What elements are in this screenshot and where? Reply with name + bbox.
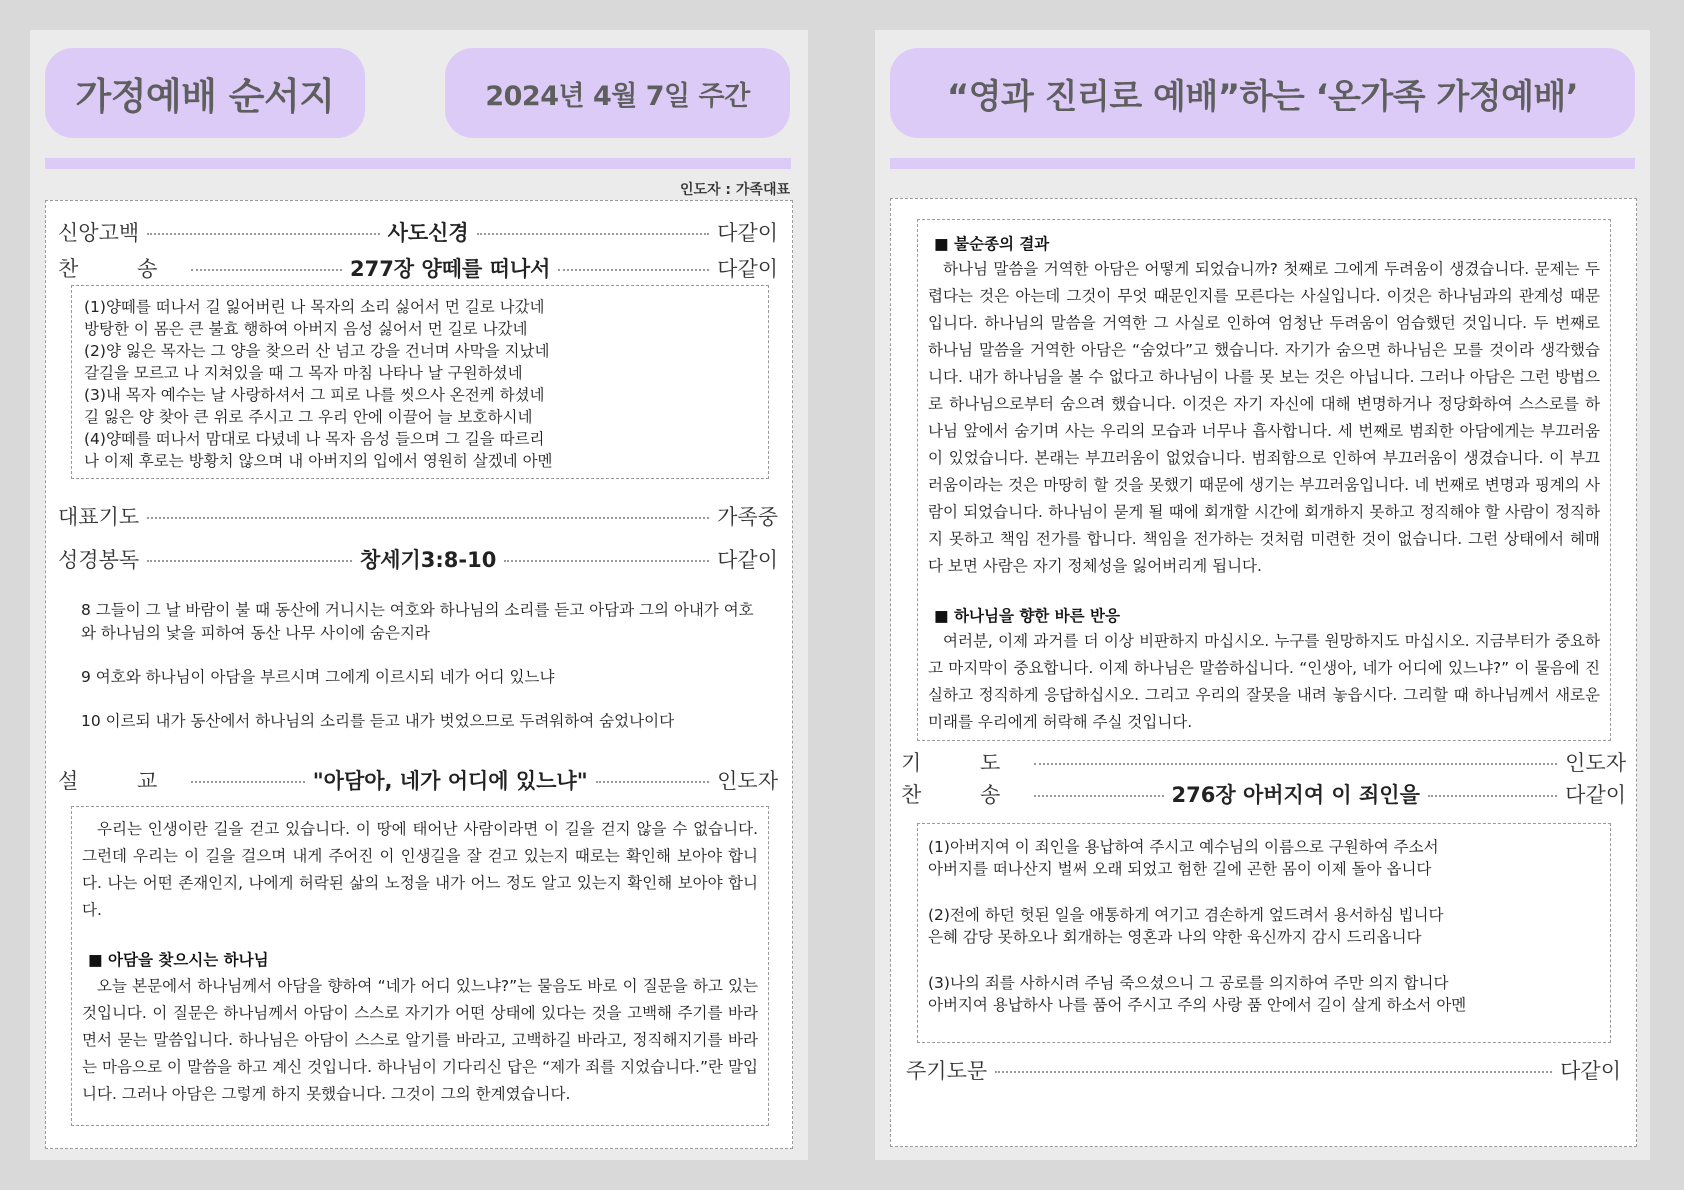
hymn-participants: 다같이 (717, 257, 779, 281)
scripture-text (81, 599, 762, 733)
sermon-intro: 우리는 인생이란 길을 걷고 있습니다. 이 땅에 태어난 사람이라면 이 길을 걷지 않을 수 없습니다. 그런데 우리는 이 길을 걸으며 내게 주어진 이 인생길을 잘 걷고 있는지 때로는 확인해 보아야 합니다. 나는 어떤 존재인지, 나에게 허락된 삶의 노정을 내가 어느 정도 알고 있는지 확인해 보아야 합니다. (82, 820, 758, 919)
closing-hymn-participants: 다같이 (1565, 783, 1627, 807)
hymn-row (58, 253, 778, 283)
closing-hymn-lyrics-box (917, 823, 1611, 1043)
closing-prayer-label: 기 도 (901, 751, 1027, 775)
right-divider-bar (890, 158, 1635, 169)
left-divider-bar (45, 158, 791, 169)
confession-row (58, 217, 778, 247)
section2-body: 여러분, 이제 과거를 더 이상 비판하지 마십시오. 누구를 원망하지도 마십시오. 지금부터가 중요하고 마지막이 중요합니다. 이제 하나님은 말씀하십니다. “인생아, 네가 어디에 있느냐?” 이 물음에 진실하고 정직하게 응답하십시오. 그리고 우리의 잘못을 내려 놓읍시다. 그리할 때 하나님께서 새로운 미래를 우리에게 허락해 주실 것입니다. (928, 632, 1600, 731)
left-card (45, 200, 793, 1149)
confession-label: 신앙고백 (58, 221, 140, 245)
lyric-line: (3)나의 죄를 사하시려 주님 죽으셨으니 그 공로를 의지하여 주만 의지 합니다 (928, 974, 1449, 992)
leader-label: 인도자 : 가족대표 (679, 182, 790, 198)
lyric-line: (2)전에 하던 헛된 일을 애통하게 여기고 겸손하게 엎드려서 용서하심 빕니다 (928, 906, 1444, 924)
hymn-label: 찬 송 (58, 257, 184, 281)
lyric-line: (2)양 잃은 목자는 그 양을 찾으러 산 넘고 강을 건너며 사막을 지났네 (84, 342, 550, 360)
hymn-lyrics-box (71, 285, 769, 479)
prayer-label: 대표기도 (58, 505, 140, 529)
closing-prayer-leader: 인도자 (1565, 751, 1626, 775)
sermon-title: "아담아, 네가 어디에 있느냐" (312, 769, 588, 793)
worship-title: 가정예배 순서지 (45, 48, 365, 138)
hymn-title: 277장 양떼를 떠나서 (349, 257, 551, 281)
prayer-participants: 가족중 (717, 505, 778, 529)
sermon-row (58, 765, 778, 795)
lyric-line: 나 이제 후로는 방황치 않으며 내 아버지의 입에서 영원히 살겠네 아멘 (84, 452, 553, 470)
right-page (875, 30, 1650, 1160)
lyric-line: 아버지여 용납하사 나를 품어 주시고 주의 사랑 품 안에서 길이 살게 하소서 아멘 (928, 996, 1467, 1014)
sermon-continued-box (917, 219, 1611, 741)
verse: 10 이르되 내가 동산에서 하나님의 소리를 듣고 내가 벗었으므로 두려워하여 숨었나이다 (81, 712, 675, 730)
section1-body: 하나님 말씀을 거역한 아담은 어떻게 되었습니까? 첫째로 그에게 두려움이 생겼습니다. 문제는 두렵다는 것은 아는데 그것이 무엇 때문인지를 모른다는 사실입니다. 이것은 하나님과의 관계성 때문입니다. 하나님의 말씀을 거역한 그 사실로 인하여 엄청난 두려움이 엄습했던 것입니다. 두 번째로 하나님 말씀을 거역한 아담은 “숨었다”고 했습니다. 자기가 숨으면 하나님은 모를 것이라 생각했습니다. 내가 하나님을 볼 수 없다고 하나님이 나를 못 보는 것은 아닙니다. 그러나 아담은 그런 방법으로 하나님으로부터 숨으려 했습니다. 이것은 자기 자신에 대해 변명하거나 정당화하여 스스로를 하나님 앞에서 숨기며 사는 우리의 모습과 너무나 흡사합니다. 세 번째로 범죄한 아담에게는 부끄러움이 있었습니다. 본래는 부끄러움이 없었습니다. 범죄함으로 인하여 부끄러움이 생겼습니다. 이 부끄러움이라는 것은 마땅히 할 것을 못했기 때문에 생기는 부끄러움입니다. 네 번째로 변명과 핑계의 사람이 되었습니다. 하나님이 묻게 될 때에 회개할 시간에 회개하지 못하고 정직해야 할 사람이 정직하지 못하고 책임 전가를 합니다. 책임을 전가하는 것처럼 미련한 것이 없습니다. 그런 상태에서 헤매다 보면 사람은 자기 정체성을 잃어버리게 됩니다. (928, 260, 1600, 575)
closing-prayer-row (901, 747, 1626, 777)
closing-hymn-title: 276장 아버지여 이 죄인을 (1171, 783, 1420, 807)
confession-title: 사도신경 (387, 221, 469, 245)
left-page (30, 30, 808, 1160)
lyric-line: 길 잃은 양 찾아 큰 위로 주시고 그 우리 안에 이끌어 늘 보호하시네 (84, 408, 533, 426)
reading-title: 창세기3:8-10 (359, 548, 497, 572)
lyric-line: (3)내 목자 예수는 날 사랑하셔서 그 피로 나를 씻으사 온전케 하셨네 (84, 386, 545, 404)
prayer-row (58, 501, 778, 531)
reading-participants: 다같이 (717, 548, 778, 572)
sermon-box (71, 806, 769, 1126)
lyric-line: 아버지를 떠나산지 벌써 오래 되었고 험한 길에 곤한 몸이 이제 돌아 옵니다 (928, 860, 1432, 878)
closing-hymn-row (901, 779, 1626, 809)
lords-prayer-label: 주기도문 (906, 1059, 988, 1083)
lords-prayer-participants: 다같이 (1560, 1059, 1621, 1083)
lyric-line: 갈길을 모르고 나 지쳐있을 때 그 목자 마침 나타나 날 구원하셨네 (84, 364, 523, 382)
reading-label: 성경봉독 (58, 548, 140, 572)
lyric-line: (1)양떼를 떠나서 길 잃어버린 나 목자의 소리 싫어서 먼 길로 나갔네 (84, 298, 545, 316)
sermon-label: 설 교 (58, 769, 184, 793)
verse: 8 그들이 그 날 바람이 불 때 동산에 거니시는 여호와 하나님의 소리를 듣고 아담과 그의 아내가 여호와 하나님의 낯을 피하여 동산 나무 사이에 숨은지라 (81, 601, 754, 642)
lyric-line: 방탕한 이 몸은 큰 불효 행하여 아버지 음성 싫어서 먼 길로 나갔네 (84, 320, 528, 338)
section2-heading: ■ 하나님을 향한 바른 반응 (934, 607, 1120, 625)
verse: 9 여호와 하나님이 아담을 부르시며 그에게 이르시되 네가 어디 있느냐 (81, 668, 555, 686)
sermon-preacher: 인도자 (717, 769, 778, 793)
lyric-line: (4)양떼를 떠나서 맘대로 다녔네 나 목자 음성 들으며 그 길을 따르리 (84, 430, 545, 448)
date-title: 2024년 4월 7일 주간 (445, 48, 790, 138)
confession-participants: 다같이 (717, 221, 779, 245)
family-worship-title: “영과 진리로 예배”하는 ‘온가족 가정예배’ (890, 48, 1635, 138)
closing-hymn-label: 찬 송 (901, 783, 1027, 807)
right-card (890, 198, 1637, 1147)
lyric-line: (1)아버지여 이 죄인을 용납하여 주시고 예수님의 이름으로 구원하여 주소서 (928, 838, 1439, 856)
lords-prayer-row (906, 1055, 1621, 1085)
sermon-body: 오늘 본문에서 하나님께서 아담을 향하여 “네가 어디 있느냐?”는 물음도 바로 이 질문을 하고 있는 것입니다. 이 질문은 하나님께서 아담이 스스로 자기가 어떤 상태에 있다는 것을 고백해 주기를 바라면서 묻는 말씀입니다. 하나님은 아담이 스스로 알기를 바라고, 고백하길 바라고, 정직해지기를 바라는 마음으로 이 말씀을 하고 계신 것입니다. 하나님이 기다리신 답은 “제가 죄를 지었습니다.”란 말입니다. 그러나 아담은 그렇게 하지 못했습니다. 그것이 그의 한계였습니다. (82, 977, 758, 1103)
lyric-line: 은혜 감당 못하오나 회개하는 영혼과 나의 약한 육신까지 감시 드리옵니다 (928, 928, 1422, 946)
sermon-heading: ■ 아담을 찾으시는 하나님 (88, 951, 269, 969)
section1-heading: ■ 불순종의 결과 (934, 235, 1050, 253)
reading-row (58, 544, 778, 574)
